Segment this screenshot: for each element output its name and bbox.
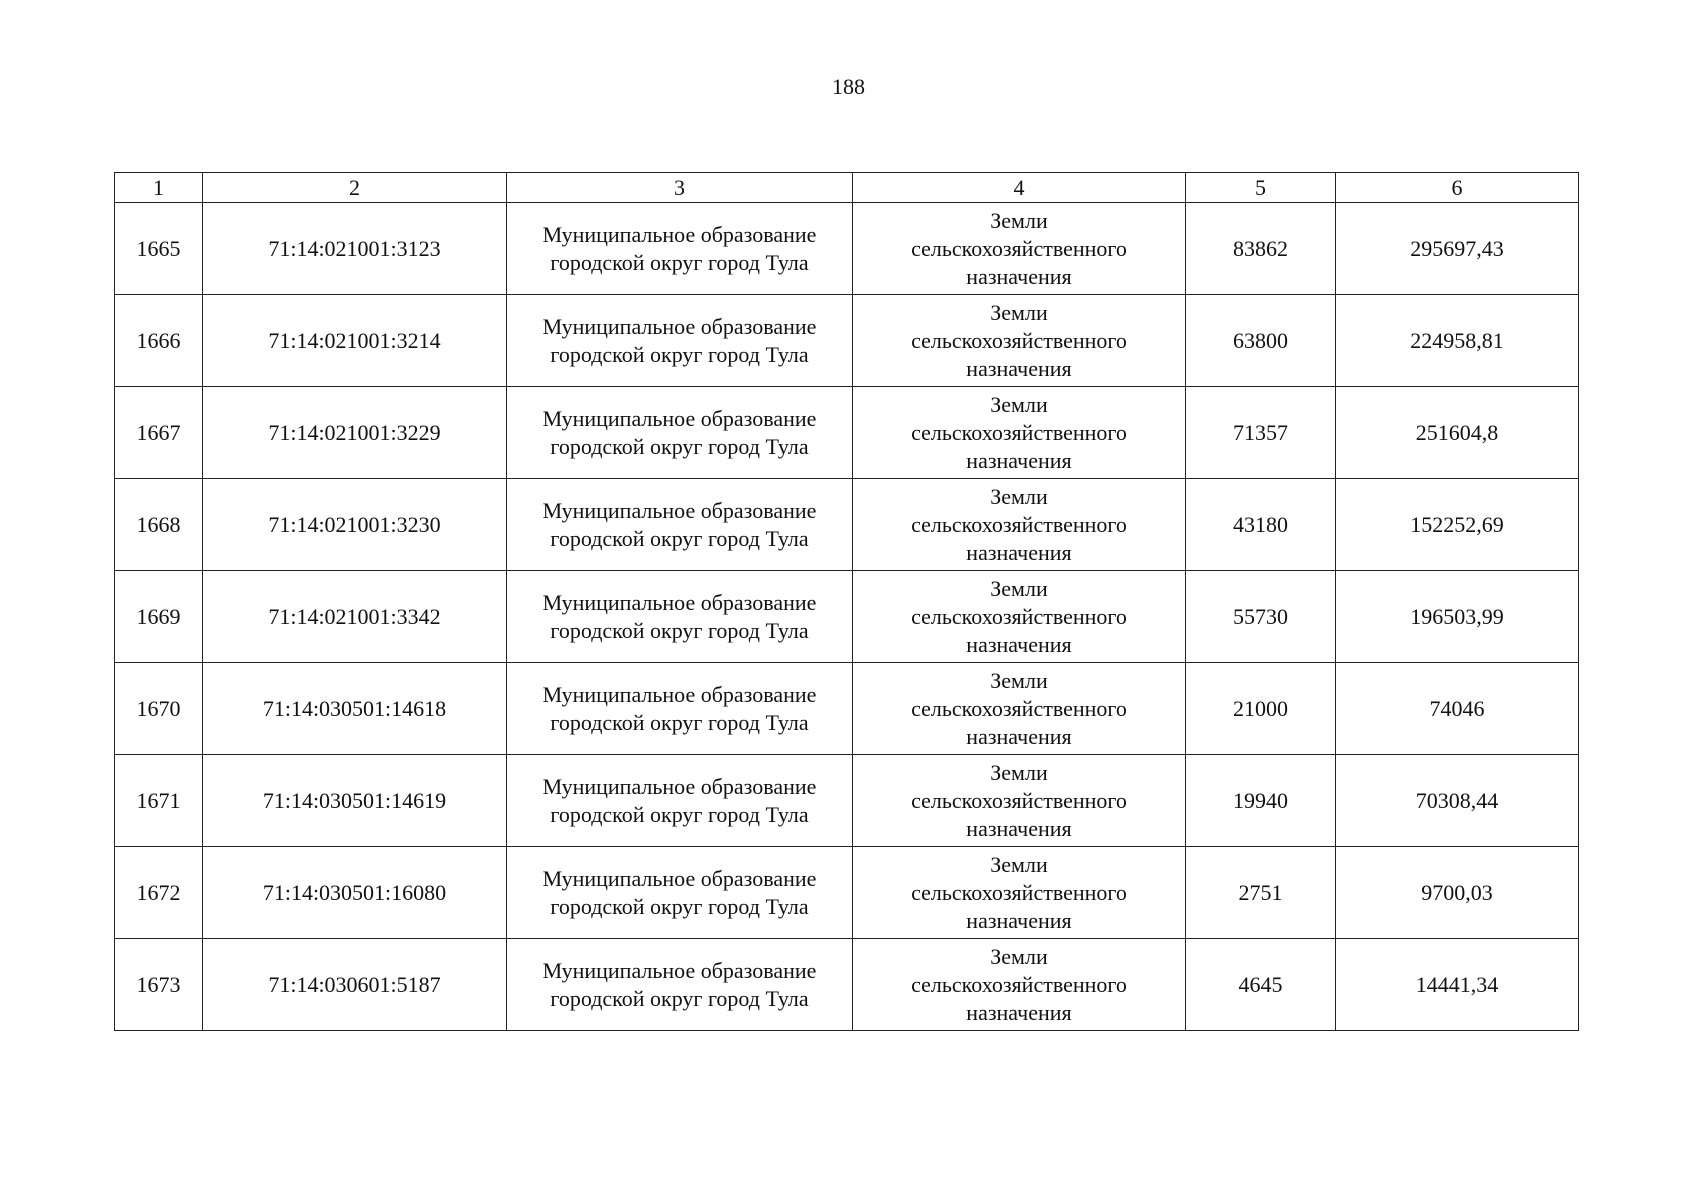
land-plots-table	[114, 172, 1579, 1031]
owner-cell: Муниципальное образование городской округ город Тула	[507, 755, 853, 847]
owner-cell: Муниципальное образование городской округ город Тула	[507, 387, 853, 479]
area-cell: 2751	[1186, 847, 1336, 939]
owner-cell: Муниципальное образование городской округ город Тула	[507, 847, 853, 939]
cadastral-number-cell: 71:14:021001:3230	[203, 479, 507, 571]
row-number-cell: 1669	[115, 571, 203, 663]
cadastral-number-cell: 71:14:021001:3123	[203, 203, 507, 295]
owner-cell: Муниципальное образование городской округ город Тула	[507, 939, 853, 1031]
cadastral-number-cell: 71:14:030501:14618	[203, 663, 507, 755]
owner-cell: Муниципальное образование городской округ город Тула	[507, 203, 853, 295]
value-cell: 70308,44	[1336, 755, 1579, 847]
value-cell: 9700,03	[1336, 847, 1579, 939]
value-cell: 251604,8	[1336, 387, 1579, 479]
row-number-cell: 1667	[115, 387, 203, 479]
table-row	[115, 755, 1579, 847]
land-category-cell: Земли сельскохозяйственного назначения	[853, 571, 1186, 663]
value-cell: 224958,81	[1336, 295, 1579, 387]
land-category-cell: Земли сельскохозяйственного назначения	[853, 939, 1186, 1031]
cadastral-number-cell: 71:14:021001:3342	[203, 571, 507, 663]
column-header-1: 1	[115, 173, 203, 203]
area-cell: 19940	[1186, 755, 1336, 847]
table-body	[115, 203, 1579, 1031]
table-row	[115, 939, 1579, 1031]
area-cell: 71357	[1186, 387, 1336, 479]
area-cell: 83862	[1186, 203, 1336, 295]
cadastral-number-cell: 71:14:030501:16080	[203, 847, 507, 939]
land-category-cell: Земли сельскохозяйственного назначения	[853, 847, 1186, 939]
owner-cell: Муниципальное образование городской округ город Тула	[507, 663, 853, 755]
row-number-cell: 1668	[115, 479, 203, 571]
row-number-cell: 1672	[115, 847, 203, 939]
land-category-cell: Земли сельскохозяйственного назначения	[853, 663, 1186, 755]
cadastral-number-cell: 71:14:030501:14619	[203, 755, 507, 847]
area-cell: 43180	[1186, 479, 1336, 571]
column-header-3: 3	[507, 173, 853, 203]
area-cell: 21000	[1186, 663, 1336, 755]
table-header	[115, 173, 1579, 203]
cadastral-number-cell: 71:14:021001:3229	[203, 387, 507, 479]
table-row	[115, 571, 1579, 663]
cadastral-number-cell: 71:14:021001:3214	[203, 295, 507, 387]
land-category-cell: Земли сельскохозяйственного назначения	[853, 479, 1186, 571]
land-category-cell: Земли сельскохозяйственного назначения	[853, 203, 1186, 295]
table-row	[115, 847, 1579, 939]
column-header-5: 5	[1186, 173, 1336, 203]
table-row	[115, 479, 1579, 571]
column-number-row	[115, 173, 1579, 203]
value-cell: 14441,34	[1336, 939, 1579, 1031]
value-cell: 295697,43	[1336, 203, 1579, 295]
table-row	[115, 203, 1579, 295]
owner-cell: Муниципальное образование городской округ город Тула	[507, 295, 853, 387]
land-category-cell: Земли сельскохозяйственного назначения	[853, 295, 1186, 387]
column-header-2: 2	[203, 173, 507, 203]
owner-cell: Муниципальное образование городской округ город Тула	[507, 479, 853, 571]
column-header-4: 4	[853, 173, 1186, 203]
row-number-cell: 1665	[115, 203, 203, 295]
table-row	[115, 663, 1579, 755]
value-cell: 74046	[1336, 663, 1579, 755]
owner-cell: Муниципальное образование городской округ город Тула	[507, 571, 853, 663]
value-cell: 196503,99	[1336, 571, 1579, 663]
column-header-6: 6	[1336, 173, 1579, 203]
area-cell: 4645	[1186, 939, 1336, 1031]
land-category-cell: Земли сельскохозяйственного назначения	[853, 387, 1186, 479]
table-row	[115, 295, 1579, 387]
table-row	[115, 387, 1579, 479]
value-cell: 152252,69	[1336, 479, 1579, 571]
area-cell: 55730	[1186, 571, 1336, 663]
row-number-cell: 1673	[115, 939, 203, 1031]
page-number: 188	[832, 74, 865, 99]
row-number-cell: 1666	[115, 295, 203, 387]
cadastral-number-cell: 71:14:030601:5187	[203, 939, 507, 1031]
area-cell: 63800	[1186, 295, 1336, 387]
row-number-cell: 1671	[115, 755, 203, 847]
row-number-cell: 1670	[115, 663, 203, 755]
land-category-cell: Земли сельскохозяйственного назначения	[853, 755, 1186, 847]
